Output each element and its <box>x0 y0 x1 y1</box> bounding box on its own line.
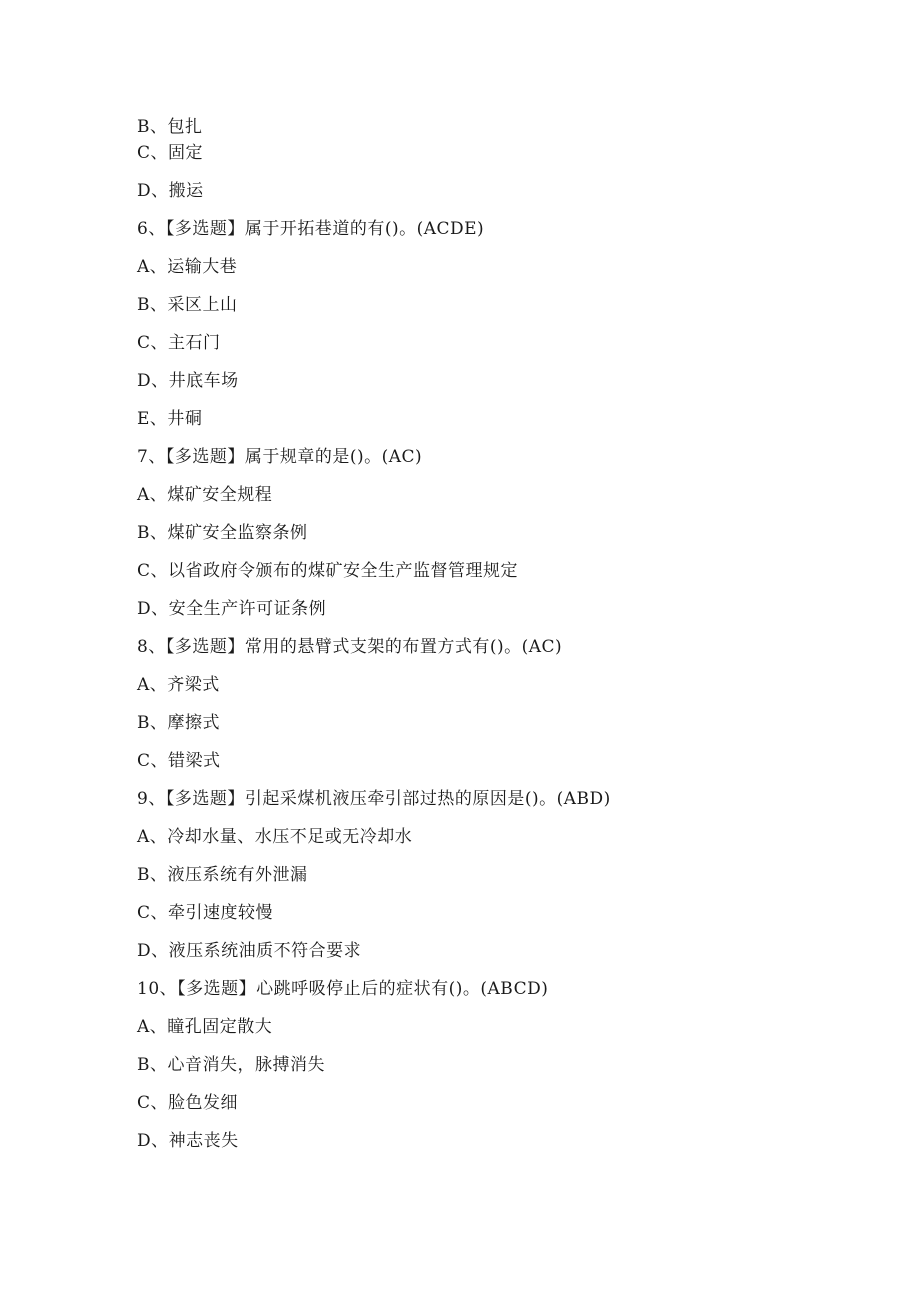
q6-option-d: D、井底车场 <box>137 371 239 391</box>
option-c-line: C、固定 <box>137 143 204 163</box>
question-8: 8、【多选题】常用的悬臂式支架的布置方式有()。(AC) <box>137 637 563 657</box>
q10-option-d: D、神志丧失 <box>137 1131 239 1151</box>
q9-option-b: B、液压系统有外泄漏 <box>137 865 308 885</box>
q10-option-c: C、脸色发细 <box>137 1093 239 1113</box>
q8-option-c: C、错梁式 <box>137 751 221 771</box>
option-d-line: D、搬运 <box>137 181 204 201</box>
q7-option-c: C、以省政府令颁布的煤矿安全生产监督管理规定 <box>137 561 519 581</box>
q7-option-d: D、安全生产许可证条例 <box>137 599 327 619</box>
q10-option-b: B、心音消失，脉搏消失 <box>137 1055 325 1075</box>
q10-option-a: A、瞳孔固定散大 <box>137 1017 273 1037</box>
question-10: 10、【多选题】心跳呼吸停止后的症状有()。(ABCD) <box>137 979 549 999</box>
q6-option-b: B、采区上山 <box>137 295 238 315</box>
option-b-line: B、包扎 <box>137 117 203 137</box>
question-9: 9、【多选题】引起采煤机液压牵引部过热的原因是()。(ABD) <box>137 789 611 809</box>
q9-option-c: C、牵引速度较慢 <box>137 903 274 923</box>
q6-option-a: A、运输大巷 <box>137 257 238 277</box>
q9-option-d: D、液压系统油质不符合要求 <box>137 941 362 961</box>
q9-option-a: A、冷却水量、水压不足或无冷却水 <box>137 827 413 847</box>
q6-option-c: C、主石门 <box>137 333 221 353</box>
q7-option-b: B、煤矿安全监察条例 <box>137 523 308 543</box>
q8-option-a: A、齐梁式 <box>137 675 220 695</box>
question-7: 7、【多选题】属于规章的是()。(AC) <box>137 447 423 467</box>
question-6: 6、【多选题】属于开拓巷道的有()。(ACDE) <box>137 219 485 239</box>
q8-option-b: B、摩擦式 <box>137 713 220 733</box>
q6-option-e: E、井硐 <box>137 409 203 429</box>
q7-option-a: A、煤矿安全规程 <box>137 485 273 505</box>
